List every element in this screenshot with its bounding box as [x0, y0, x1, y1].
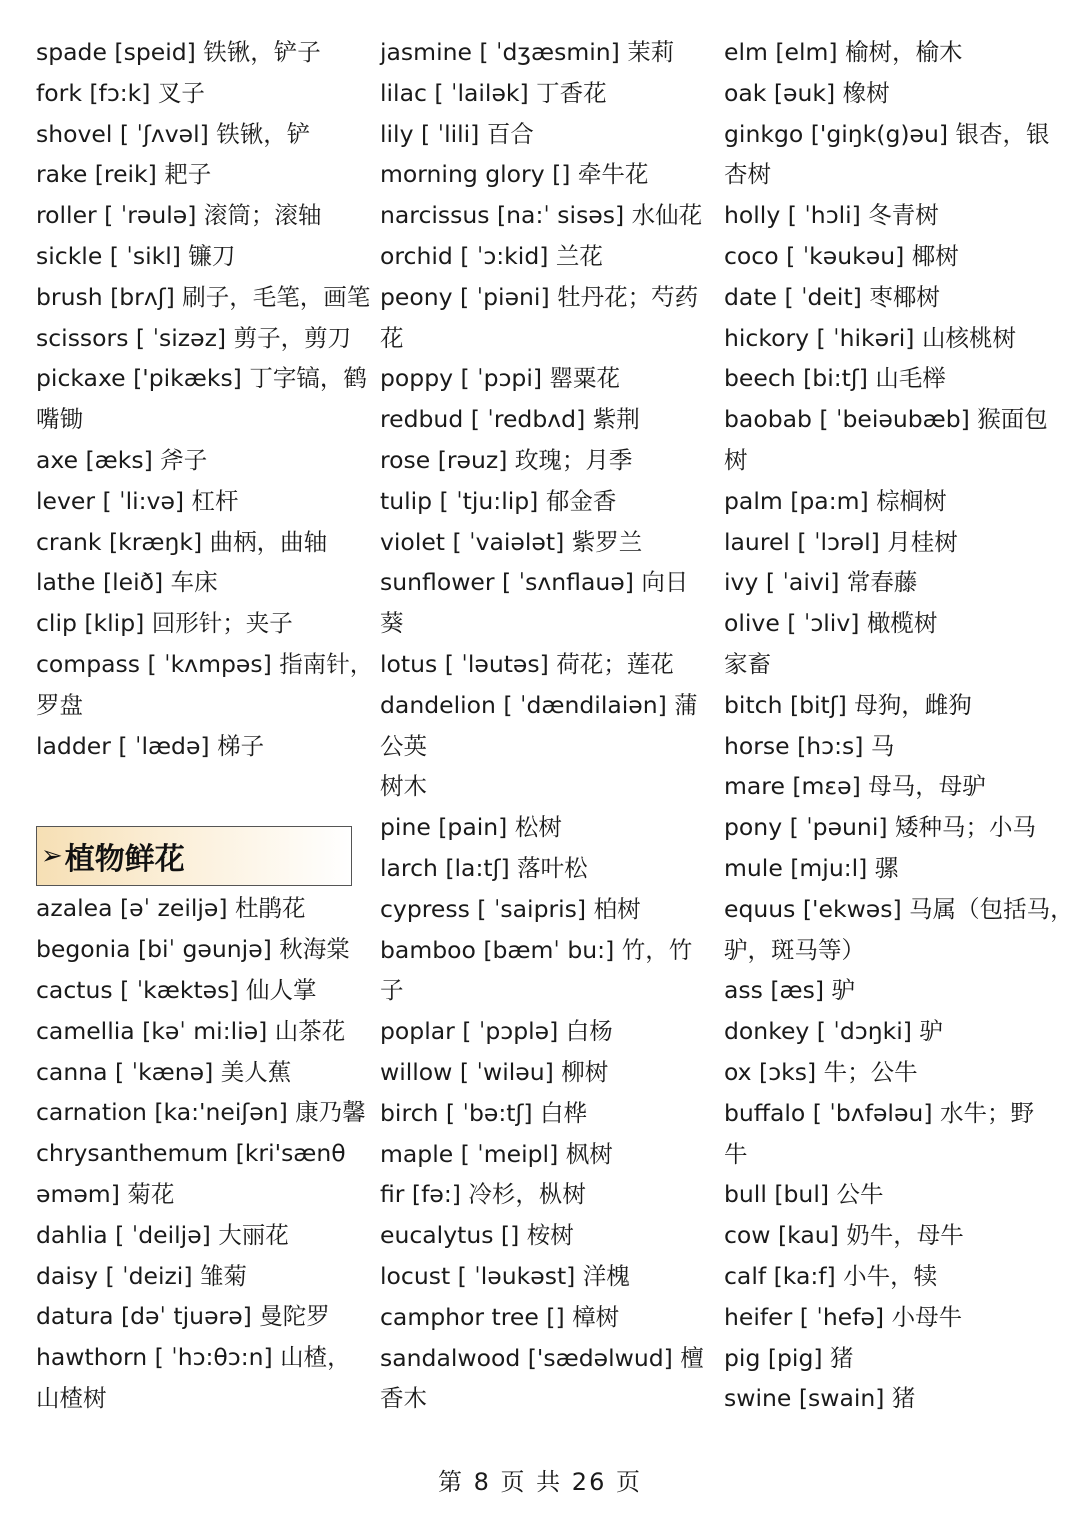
vocab-line: cow [kau] 奶牛，母牛 — [724, 1221, 964, 1250]
vocab-line: əməm] 菊花 — [36, 1179, 175, 1208]
vocab-line: coco [ ˈkəukəu] 椰树 — [724, 241, 959, 270]
vocab-line: 树 — [724, 445, 748, 474]
vocab-line: begonia [biˈ gəunjə] 秋海棠 — [36, 935, 350, 964]
vocab-line: bitch [bitʃ] 母狗，雌狗 — [724, 690, 972, 719]
col3-entries — [724, 32, 1074, 1419]
vocab-line: mule [mju:l] 骡 — [724, 853, 899, 882]
vocab-line: pig [pig] 猪 — [724, 1343, 854, 1372]
vocab-line: bull [bul] 公牛 — [724, 1180, 884, 1209]
page-footer: 第 8 页 共 26 页 — [438, 1468, 642, 1496]
vocab-line: 驴，斑马等） — [724, 935, 865, 964]
vocab-line: narcissus [na:ˈ sisəs] 水仙花 — [380, 201, 703, 230]
arrow-icon: ➢ — [41, 841, 63, 872]
vocab-line: ladder [ ˈlædə] 梯子 — [36, 731, 265, 760]
vocab-line: hawthorn [ ˈhɔ:θɔ:n] 山楂， — [36, 1343, 351, 1372]
vocab-line: willow [ ˈwiləu] 柳树 — [380, 1057, 609, 1086]
vocab-line: poplar [ ˈpɔplə] 白杨 — [380, 1017, 613, 1046]
vocab-line: lever [ ˈli:və] 杠杆 — [36, 486, 239, 515]
vocab-line: violet [ ˈvaiələt] 紫罗兰 — [380, 527, 643, 556]
vocab-line: tulip [ ˈtju:lip] 郁金香 — [380, 486, 617, 515]
vocab-line: lilac [ ˈlailək] 丁香花 — [380, 78, 607, 107]
vocab-line: sickle [ ˈsikl] 镰刀 — [36, 241, 236, 270]
vocab-line: birch [ ˈbə:tʃ] 白桦 — [380, 1098, 588, 1127]
vocab-line: 罗盘 — [36, 690, 83, 719]
vocab-line: date [ ˈdeit] 枣椰树 — [724, 282, 940, 311]
vocab-line: crank [kræŋk] 曲柄，曲轴 — [36, 527, 328, 556]
vocab-line: donkey [ ˈdɔŋki] 驴 — [724, 1017, 943, 1046]
vocab-line: 山楂树 — [36, 1383, 107, 1412]
section-heading-plants-flowers — [36, 826, 352, 886]
vocab-line: pony [ ˈpəuni] 矮种马；小马 — [724, 813, 1036, 842]
vocab-line: 嘴锄 — [36, 405, 83, 434]
vocab-line: poppy [ ˈpɔpi] 罂粟花 — [380, 364, 621, 393]
vocab-line: rose [rəuz] 玫瑰；月季 — [380, 445, 633, 474]
vocab-line: brush [brʌʃ] 刷子，毛笔，画笔 — [36, 282, 371, 311]
vocab-line: orchid [ ˈɔ:kid] 兰花 — [380, 241, 603, 270]
vocab-line: ivy [ ˈaivi] 常春藤 — [724, 568, 918, 597]
vocab-line: maple [ ˈmeipl] 枫树 — [380, 1139, 613, 1168]
vocab-line: rake [reik] 耙子 — [36, 160, 212, 189]
vocab-line: buffalo [ ˈbʌfələu] 水牛；野 — [724, 1098, 1034, 1127]
vocab-line: dandelion [ ˈdændilaiən] 蒲 — [380, 690, 698, 719]
vocab-line: olive [ ˈɔliv] 橄榄树 — [724, 609, 938, 638]
vocab-line: sunflower [ ˈsʌnflauə] 向日 — [380, 568, 689, 597]
vocab-line: cactus [ ˈkæktəs] 仙人掌 — [36, 975, 317, 1004]
vocab-line: 家畜 — [724, 649, 771, 678]
vocab-line: ginkgo ['giŋk(g)əu] 银杏，银 — [724, 119, 1050, 148]
vocab-line: pickaxe ['pikæks] 丁字镐，鹤 — [36, 364, 367, 393]
vocab-line: scissors [ ˈsizəz] 剪子，剪刀 — [36, 323, 352, 352]
col1-entries-after — [36, 888, 366, 1418]
vocab-line: palm [pa:m] 棕榈树 — [724, 486, 947, 515]
vocab-line: shovel [ ˈʃʌvəl] 铁锹，铲 — [36, 119, 311, 148]
vocab-line: peony [ ˈpiəni] 牡丹花；芍药 — [380, 282, 699, 311]
vocab-line: 子 — [380, 976, 404, 1005]
section-heading-text: 植物鲜花 — [64, 842, 185, 878]
vocab-line: lotus [ ˈləutəs] 荷花；莲花 — [380, 649, 674, 678]
vocab-line: spade [speid] 铁锹，铲子 — [36, 38, 321, 66]
vocab-line: locust [ ˈləukəst] 洋槐 — [380, 1261, 630, 1290]
col1-entries — [36, 32, 374, 766]
vocab-line: 杏树 — [724, 160, 771, 189]
vocab-line: axe [æks] 斧子 — [36, 445, 208, 474]
vocab-line: chrysanthemum [kri'sænθ — [36, 1139, 346, 1168]
vocab-line: carnation [ka:'neiʃən] 康乃馨 — [36, 1098, 366, 1127]
vocab-line: 牛 — [724, 1139, 748, 1168]
vocab-line: 公英 — [380, 731, 427, 760]
vocab-line: 树木 — [380, 772, 427, 801]
vocab-line: 葵 — [380, 609, 404, 638]
vocab-line: elm [elm] 榆树，榆木 — [724, 38, 963, 66]
vocab-line: oak [əuk] 橡树 — [724, 78, 890, 107]
vocab-line: roller [ ˈrəulə] 滚筒；滚轴 — [36, 201, 322, 230]
vocab-line: dahlia [ ˈdeiljə] 大丽花 — [36, 1220, 289, 1249]
vocab-line: hickory [ ˈhikəri] 山核桃树 — [724, 323, 1016, 352]
column-1 — [36, 32, 374, 1419]
vocab-line: larch [la:tʃ] 落叶松 — [380, 853, 588, 882]
vocab-line: ass [æs] 驴 — [724, 976, 855, 1005]
vocab-line: mare [mεə] 母马，母驴 — [724, 772, 986, 801]
vocab-line: camellia [kəˈ mi:liə] 山茶花 — [36, 1016, 346, 1045]
vocab-line: canna [ ˈkænə] 美人蕉 — [36, 1057, 292, 1086]
vocab-line: datura [dəˈ tjuərə] 曼陀罗 — [36, 1302, 330, 1331]
vocab-line: lathe [leið] 车床 — [36, 568, 218, 597]
vocab-line: 花 — [380, 323, 404, 352]
vocab-line: camphor tree [] 樟树 — [380, 1302, 620, 1331]
vocab-line: fir [fə:] 冷杉，枞树 — [380, 1180, 586, 1209]
vocab-line: redbud [ ˈredbʌd] 紫荆 — [380, 405, 640, 434]
vocab-line: horse [hɔ:s] 马 — [724, 731, 895, 760]
vocab-line: swine [swain] 猪 — [724, 1384, 916, 1413]
vocab-line: compass [ ˈkʌmpəs] 指南针， — [36, 649, 374, 678]
vocab-line: pine [pain] 松树 — [380, 813, 562, 842]
vocab-line: cypress [ ˈsaipris] 柏树 — [380, 894, 641, 923]
vocab-line: baobab [ ˈbeiəubæb] 猴面包 — [724, 405, 1048, 434]
vocab-line: lily [ ˈlili] 百合 — [380, 119, 534, 148]
vocab-line: calf [ka:f] 小牛，犊 — [724, 1261, 938, 1290]
vocab-line: jasmine [ ˈdʒæsmin] 茉莉 — [380, 38, 675, 66]
vocab-line: 香木 — [380, 1384, 427, 1413]
vocab-line: fork [fɔ:k] 叉子 — [36, 78, 205, 107]
vocab-line: heifer [ ˈhefə] 小母牛 — [724, 1302, 963, 1331]
vocab-line: bamboo [bæmˈ bu:] 竹，竹 — [380, 935, 693, 964]
vocab-line: laurel [ ˈlɔrəl] 月桂树 — [724, 527, 958, 556]
column-3 — [724, 32, 1074, 1419]
vocab-line: ox [ɔks] 牛；公牛 — [724, 1057, 918, 1086]
vocab-line: sandalwood ['sædəlwud] 檀 — [380, 1343, 704, 1372]
vocab-line: eucalytus [] 桉树 — [380, 1221, 574, 1250]
vocab-line: morning glory [] 牵牛花 — [380, 160, 649, 189]
vocab-line: azalea [əˈ zeiljə] 杜鹃花 — [36, 894, 306, 923]
vocab-line: clip [klip] 回形针；夹子 — [36, 609, 293, 638]
col2-entries — [380, 32, 702, 1419]
vocab-line: equus ['ekwəs] 马属（包括马， — [724, 894, 1074, 923]
vocab-line: beech [bi:tʃ] 山毛榉 — [724, 364, 946, 393]
vocab-line: holly [ ˈhɔli] 冬青树 — [724, 201, 939, 230]
column-2 — [380, 32, 702, 1419]
vocab-line: daisy [ ˈdeizi] 雏菊 — [36, 1261, 247, 1290]
